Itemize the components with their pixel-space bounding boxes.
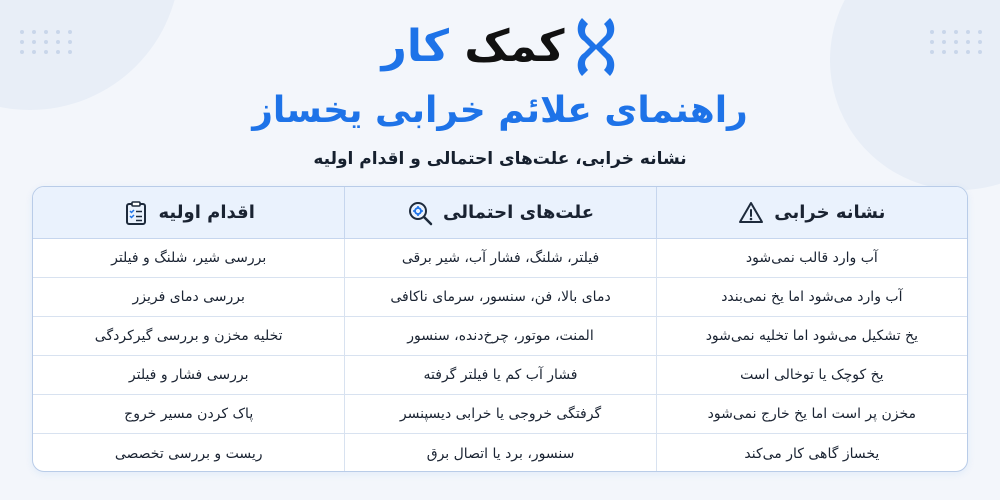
symptom-cell: یخساز گاهی کار می‌کند — [656, 434, 967, 472]
wrench-logo-icon — [574, 14, 618, 80]
symptom-cell: مخزن پر است اما یخ خارج نمی‌شود — [656, 395, 967, 433]
table-header-row — [33, 187, 967, 239]
action-cell: پاک کردن مسیر خروج — [124, 406, 254, 422]
table-row — [33, 317, 967, 356]
table-row — [33, 239, 967, 278]
causes-cell: سنسور، برد یا اتصال برق — [344, 434, 655, 472]
header-symptom-label: نشانه خرابی — [774, 202, 886, 223]
header-causes-label: علت‌های احتمالی — [443, 202, 595, 223]
clipboard-checklist-icon — [123, 200, 149, 226]
symptom-cell: یخ کوچک یا توخالی است — [656, 356, 967, 394]
action-cell: تخلیه مخزن و بررسی گیرکردگی — [94, 328, 283, 344]
symptom-cell: یخ تشکیل می‌شود اما تخلیه نمی‌شود — [656, 317, 967, 355]
brand-name-dark: کمک — [464, 21, 565, 72]
search-gear-icon — [407, 200, 433, 226]
page-title: راهنمای علائم خرابی یخساز — [252, 90, 748, 131]
brand-name-blue: کار — [381, 21, 449, 72]
action-cell: بررسی شیر، شلنگ و فیلتر — [111, 250, 267, 266]
brand-logo — [0, 14, 1000, 80]
symptom-cell: آب وارد می‌شود اما یخ نمی‌بندد — [656, 278, 967, 316]
causes-cell: دمای بالا، فن، سنسور، سرمای ناکافی — [344, 278, 655, 316]
header-actions — [33, 187, 344, 238]
header-actions-label: اقدام اولیه — [158, 202, 255, 223]
table-row — [33, 278, 967, 317]
causes-cell: گرفتگی خروجی یا خرابی دیسپنسر — [344, 395, 655, 433]
symptom-cell: آب وارد قالب نمی‌شود — [656, 239, 967, 277]
header-symptom — [656, 187, 967, 238]
action-cell: بررسی دمای فریزر — [132, 289, 245, 305]
table-row — [33, 356, 967, 395]
causes-cell: المنت، موتور، چرخ‌دنده، سنسور — [344, 317, 655, 355]
page-subtitle: نشانه خرابی، علت‌های احتمالی و اقدام اولیه — [313, 149, 687, 169]
action-cell: بررسی فشار و فیلتر — [128, 367, 249, 383]
action-cell: ریست و بررسی تخصصی — [114, 445, 263, 462]
troubleshooting-table — [32, 186, 968, 472]
table-row — [33, 434, 967, 472]
warning-icon — [738, 200, 764, 226]
causes-cell: فیلتر، شلنگ، فشار آب، شیر برقی — [344, 239, 655, 277]
causes-cell: فشار آب کم یا فیلتر گرفته — [344, 356, 655, 394]
table-row — [33, 395, 967, 434]
brand-wordmark — [381, 21, 565, 72]
header-causes — [344, 187, 655, 238]
